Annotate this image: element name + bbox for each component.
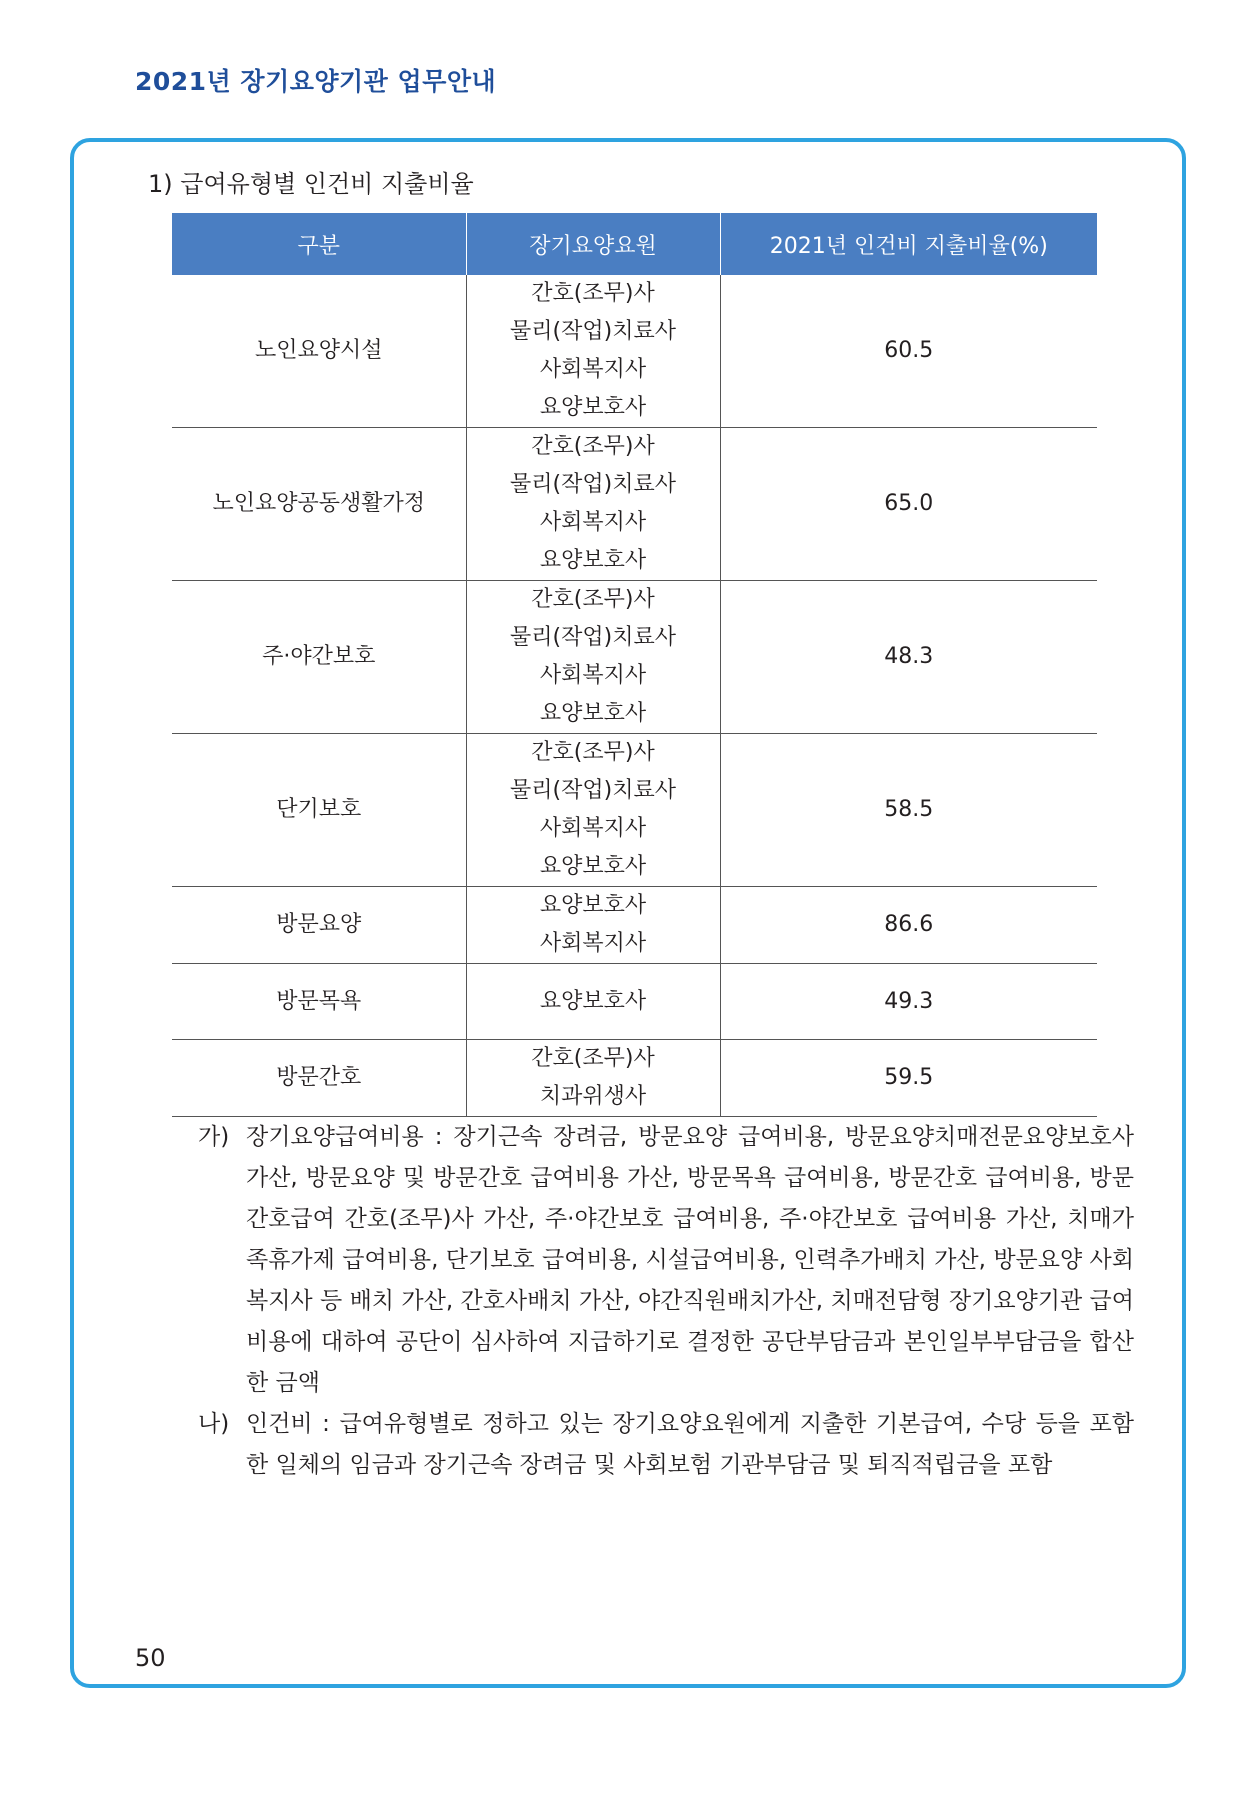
staff-cell (466, 428, 720, 581)
ratio-cell: 60.5 (720, 275, 1097, 428)
staff-cell (466, 734, 720, 887)
staff-item: 간호(조무)사 (531, 740, 655, 765)
staff-cell (466, 964, 720, 1040)
staff-item: 치과위생사 (539, 1084, 647, 1109)
staff-item: 요양보호사 (539, 395, 647, 420)
table-row (172, 428, 1097, 581)
column-header-ratio: 2021년 인건비 지출비율(%) (720, 213, 1097, 275)
staff-item: 물리(작업)치료사 (510, 472, 676, 497)
footnotes (198, 1117, 1134, 1486)
staff-item: 물리(작업)치료사 (510, 778, 676, 803)
staff-item: 물리(작업)치료사 (510, 625, 676, 650)
staff-cell (466, 1040, 720, 1117)
ratio-cell: 58.5 (720, 734, 1097, 887)
staff-item: 요양보호사 (539, 988, 647, 1014)
staff-item: 사회복지사 (539, 663, 647, 688)
benefit-type-cell: 노인요양시설 (172, 275, 466, 428)
column-header-staff: 장기요양요원 (466, 213, 720, 275)
ratio-cell: 49.3 (720, 964, 1097, 1040)
table-row (172, 1040, 1097, 1117)
running-header-title: 2021년 장기요양기관 업무안내 (135, 67, 497, 96)
staff-item: 물리(작업)치료사 (510, 319, 676, 344)
staff-item: 간호(조무)사 (531, 434, 655, 459)
ratio-cell: 65.0 (720, 428, 1097, 581)
page-number: 50 (135, 1644, 166, 1672)
staff-item: 간호(조무)사 (531, 1046, 655, 1071)
footnote-item (198, 1117, 1134, 1404)
benefit-type-cell: 단기보호 (172, 734, 466, 887)
labor-cost-ratio-table (172, 213, 1097, 1117)
staff-item: 요양보호사 (539, 893, 647, 918)
staff-item: 요양보호사 (539, 854, 647, 879)
footnote-marker: 가) (198, 1124, 230, 1150)
section-title: 1) 급여유형별 인건비 지출비율 (148, 170, 474, 198)
staff-cell (466, 275, 720, 428)
table-header-row (172, 213, 1097, 275)
staff-cell (466, 887, 720, 964)
table-row (172, 275, 1097, 428)
staff-item: 사회복지사 (539, 510, 647, 535)
footnote-text: 장기요양급여비용 : 장기근속 장려금, 방문요양 급여비용, 방문요양치매전문요양보호사 가산, 방문요양 및 방문간호 급여비용 가산, 방문목욕 급여비용, 방문간호 급여비용, 방문간호급여 간호(조무)사 가산, 주·야간보호 급여비용, 주·야간보호 급여비용 가산, 치매가족휴가제 급여비용, 단기보호 급여비용, 시설급여비용, 인력추가배치 가산, 방문요양 사회복지사 등 배치 가산, 간호사배치 가산, 야간직원배치가산, 치매전담형 장기요양기관 급여비용에 대하여 공단이 심사하여 지급하기로 결정한 공단부담금과 본인일부부담금을 합산한 금액 (246, 1124, 1134, 1396)
footnote-text: 인건비 : 급여유형별로 정하고 있는 장기요양요원에게 지출한 기본급여, 수당 등을 포함한 일체의 임금과 장기근속 장려금 및 사회보험 기관부담금 및 퇴직적립금을 포함 (246, 1411, 1134, 1478)
benefit-type-cell: 방문요양 (172, 887, 466, 964)
staff-item: 간호(조무)사 (531, 587, 655, 612)
ratio-cell: 86.6 (720, 887, 1097, 964)
table-row (172, 734, 1097, 887)
footnote-marker: 나) (198, 1411, 230, 1437)
benefit-type-cell: 주·야간보호 (172, 581, 466, 734)
column-header-type: 구분 (172, 213, 466, 275)
ratio-cell: 59.5 (720, 1040, 1097, 1117)
benefit-type-cell: 방문목욕 (172, 964, 466, 1040)
table-row (172, 887, 1097, 964)
staff-item: 요양보호사 (539, 701, 647, 726)
ratio-cell: 48.3 (720, 581, 1097, 734)
footnote-item (198, 1404, 1134, 1486)
table-row (172, 964, 1097, 1040)
staff-item: 사회복지사 (539, 816, 647, 841)
staff-item: 요양보호사 (539, 548, 647, 573)
staff-item: 사회복지사 (539, 357, 647, 382)
benefit-type-cell: 노인요양공동생활가정 (172, 428, 466, 581)
benefit-type-cell: 방문간호 (172, 1040, 466, 1117)
table-row (172, 581, 1097, 734)
staff-item: 간호(조무)사 (531, 281, 655, 306)
staff-cell (466, 581, 720, 734)
staff-item: 사회복지사 (539, 931, 647, 956)
